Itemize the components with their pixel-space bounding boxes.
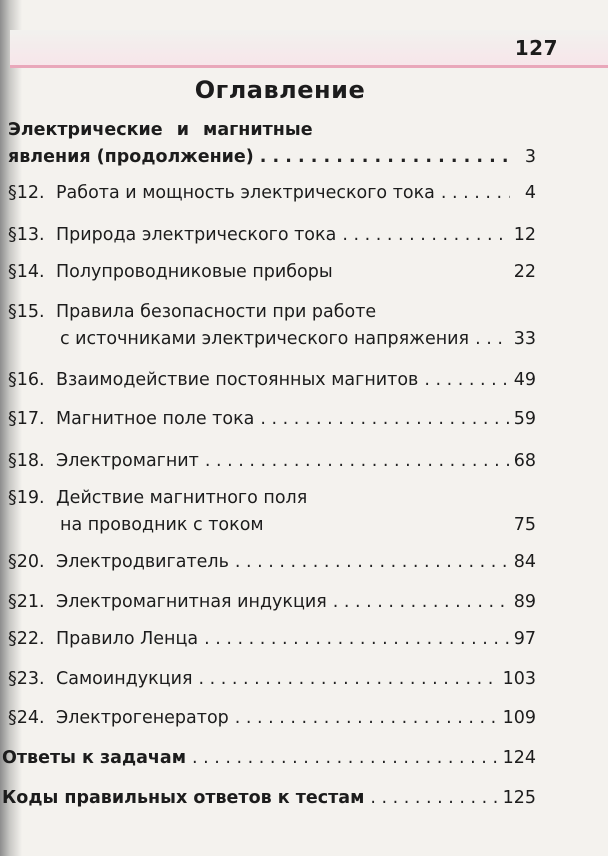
dot-leader: [333, 592, 510, 612]
section-number: §14.: [8, 262, 45, 282]
dot-leader: [260, 409, 509, 429]
section-page: 103: [502, 669, 536, 689]
toc-entry-20[interactable]: [8, 552, 536, 579]
section-page: 22: [513, 262, 536, 282]
dot-leader: [424, 370, 509, 390]
chapter-page: 3: [524, 147, 536, 167]
section-title: Электродвигатель: [56, 552, 229, 572]
dot-leader: [204, 629, 510, 649]
toc-answers[interactable]: [2, 748, 536, 775]
toc-test-codes[interactable]: [2, 788, 536, 815]
toc-entry-17[interactable]: [8, 409, 536, 436]
section-page: 109: [502, 708, 536, 728]
section-number: §24.: [8, 708, 45, 728]
section-title-continued: с источниками электрического напряжения: [60, 329, 470, 349]
section-title: Магнитное поле тока: [56, 409, 255, 429]
toc-entry-16[interactable]: [8, 370, 536, 397]
section-number: §18.: [8, 451, 45, 471]
section-number: §13.: [8, 225, 45, 245]
toc-entry-23[interactable]: [8, 669, 536, 696]
dot-leader: [260, 147, 510, 167]
dot-leader: [199, 669, 499, 689]
section-number: §17.: [8, 409, 45, 429]
toc-chapter[interactable]: [8, 120, 536, 174]
dot-leader: [205, 451, 510, 471]
section-title: Электромагнитная индукция: [56, 592, 327, 612]
section-page: 68: [513, 451, 536, 471]
chapter-title-line2: явления (продолжение): [8, 147, 254, 167]
dot-leader: [235, 552, 510, 572]
section-page: 89: [513, 592, 536, 612]
section-number: §23.: [8, 669, 45, 689]
test-codes-page: 125: [502, 788, 536, 808]
toc-entry-12[interactable]: [8, 183, 536, 210]
section-title: Правила безопасности при работе: [56, 302, 377, 322]
section-title-continued: на проводник с током: [60, 515, 264, 535]
section-page: 4: [524, 183, 536, 203]
dot-leader: [192, 748, 499, 768]
section-page: 75: [513, 515, 536, 535]
dot-leader: [342, 225, 509, 245]
toc-entry-18[interactable]: [8, 451, 536, 478]
section-title: Взаимодействие постоянных магнитов: [56, 370, 419, 390]
section-title: Действие магнитного поля: [56, 488, 308, 508]
section-page: 59: [513, 409, 536, 429]
section-title: Электрогенератор: [56, 708, 229, 728]
section-page: 84: [513, 552, 536, 572]
toc-entry-14[interactable]: [8, 262, 536, 289]
test-codes-title: Коды правильных ответов к тестам: [2, 788, 365, 808]
dot-leader: [475, 329, 510, 349]
dot-leader: [441, 183, 510, 203]
section-page: 33: [513, 329, 536, 349]
section-title: Работа и мощность электрического тока: [56, 183, 435, 203]
section-number: §20.: [8, 552, 45, 572]
section-title: Самоиндукция: [56, 669, 193, 689]
toc-entry-24[interactable]: [8, 708, 536, 735]
section-number: §19.: [8, 488, 45, 508]
section-page: 49: [513, 370, 536, 390]
section-page: 12: [513, 225, 536, 245]
section-page: 97: [513, 629, 536, 649]
toc-entry-13[interactable]: [8, 225, 536, 252]
section-number: §16.: [8, 370, 45, 390]
chapter-title-line1: Электрические и магнитные: [8, 120, 313, 140]
answers-title: Ответы к задачам: [2, 748, 187, 768]
toc-entry-22[interactable]: [8, 629, 536, 656]
section-title: Полупроводниковые приборы: [56, 262, 333, 282]
toc-entry-21[interactable]: [8, 592, 536, 619]
dot-leader: [235, 708, 499, 728]
toc-entry-15[interactable]: [8, 302, 536, 356]
toc-entry-19[interactable]: [8, 488, 536, 542]
answers-page: 124: [502, 748, 536, 768]
section-title: Природа электрического тока: [56, 225, 337, 245]
toc-title: Оглавление: [194, 76, 366, 104]
section-title: Электромагнит: [56, 451, 199, 471]
dot-leader: [370, 788, 498, 808]
section-title: Правило Ленца: [56, 629, 199, 649]
section-number: §22.: [8, 629, 45, 649]
section-number: §12.: [8, 183, 45, 203]
section-number: §21.: [8, 592, 45, 612]
section-number: §15.: [8, 302, 45, 322]
page-number: 127: [514, 36, 558, 60]
